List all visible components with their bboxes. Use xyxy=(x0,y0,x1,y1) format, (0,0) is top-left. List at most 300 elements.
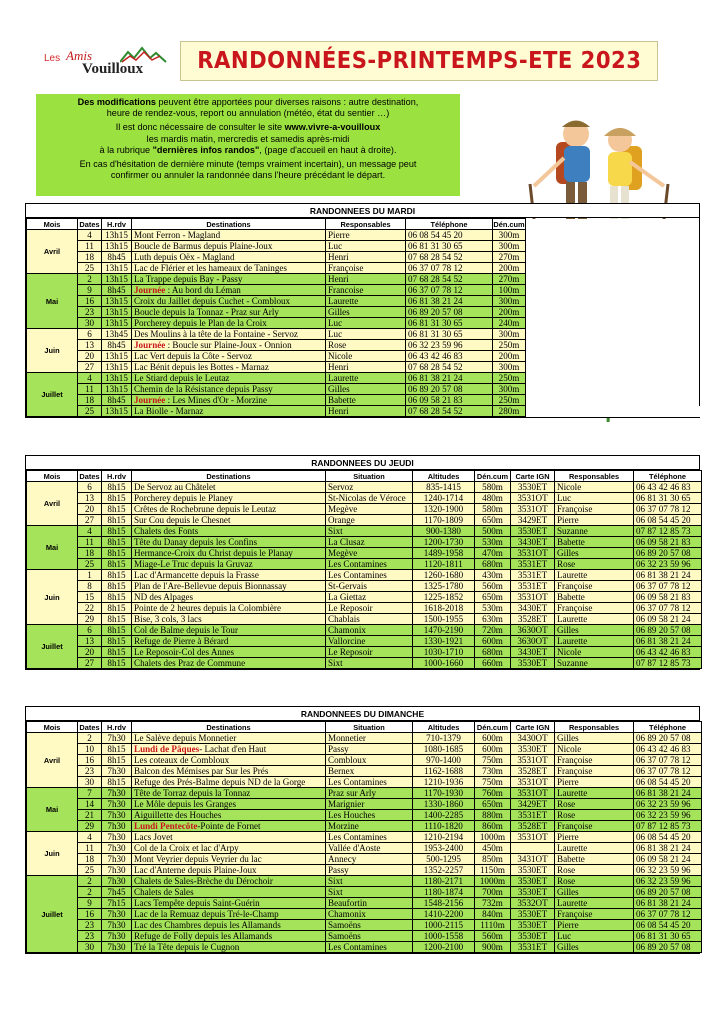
table-cell: Journée : Les Mines d'Or - Morzine xyxy=(132,395,326,406)
table-row xyxy=(27,733,702,744)
table-cell: 22 xyxy=(78,603,102,614)
table-cell: 30 xyxy=(78,777,102,788)
table-cell: La Giettaz xyxy=(326,592,413,603)
info-line1-bold: Des modifications xyxy=(77,97,156,107)
empty-cell xyxy=(526,395,700,406)
table-cell: 06 37 07 78 12 xyxy=(634,603,702,614)
table-row xyxy=(27,351,700,362)
table-cell: Françoise xyxy=(555,766,634,777)
table-cell: 1000-2115 xyxy=(413,920,475,931)
table-cell: 06 43 42 46 83 xyxy=(634,482,702,493)
table-cell: 8h15 xyxy=(102,777,132,788)
jeudi-header: Destinations xyxy=(132,471,326,482)
table-cell: 580m xyxy=(475,482,511,493)
table-cell: 06 08 54 45 20 xyxy=(406,230,493,241)
table-cell: 07 87 12 85 73 xyxy=(634,526,702,537)
table-cell: Les Contamines xyxy=(326,832,413,843)
table-cell: 660m xyxy=(475,658,511,669)
table-cell: Le Salève depuis Monnetier xyxy=(132,733,326,744)
table-cell: 06 32 23 59 96 xyxy=(634,876,702,887)
table-cell: Passy xyxy=(326,744,413,755)
month-label: Juillet xyxy=(27,373,78,417)
table-cell: 3429ET xyxy=(511,515,555,526)
table-cell: 880m xyxy=(475,810,511,821)
table-cell: Le Stiard depuis le Leutaz xyxy=(132,373,326,384)
table-cell: 250m xyxy=(493,373,526,384)
table-cell: 25 xyxy=(78,406,102,417)
table-cell: 840m xyxy=(475,909,511,920)
table-cell: 3531ET xyxy=(511,810,555,821)
table-row xyxy=(27,832,702,843)
table-row xyxy=(27,570,702,581)
table-cell: 8h45 xyxy=(102,285,132,296)
highlight-text: Lundi Pentecôte xyxy=(134,821,198,831)
table-cell: 250m xyxy=(493,395,526,406)
empty-cell xyxy=(526,307,700,318)
empty-cell xyxy=(526,241,700,252)
table-cell: 06 09 58 21 83 xyxy=(634,592,702,603)
table-cell: 1000-1660 xyxy=(413,658,475,669)
table-cell: 8h15 xyxy=(102,504,132,515)
table-cell: 560m xyxy=(475,581,511,592)
table-cell: Laurette xyxy=(555,843,634,854)
table-cell: Chalets de Sales xyxy=(132,887,326,898)
table-cell: 8h15 xyxy=(102,592,132,603)
table-cell: 7h30 xyxy=(102,821,132,832)
table-cell: 3531OT xyxy=(511,504,555,515)
table-cell: 8h15 xyxy=(102,603,132,614)
table-cell: 1000m xyxy=(475,832,511,843)
table-cell: Lac Vert depuis la Côte - Servoz xyxy=(132,351,326,362)
table-cell: Plan de l'Are-Bellevue depuis Bionnassay xyxy=(132,581,326,592)
table-row xyxy=(27,406,700,417)
table-cell: Lac d'Armancette depuis la Frasse xyxy=(132,570,326,581)
table-cell: Tré la Tête depuis le Cugnon xyxy=(132,942,326,953)
table-cell: 06 81 38 21 24 xyxy=(634,636,702,647)
table-cell: Henri xyxy=(326,252,406,263)
table-cell: 18 xyxy=(78,548,102,559)
empty-cell xyxy=(526,351,700,362)
table-cell: 8h45 xyxy=(102,395,132,406)
table-cell: Françoise xyxy=(555,581,634,592)
table-cell: Refuge des Prés-Balme depuis ND de la Gorge xyxy=(132,777,326,788)
table-cell: 06 32 23 59 96 xyxy=(634,559,702,570)
month-label: Juin xyxy=(27,570,78,625)
table-cell: 18 xyxy=(78,395,102,406)
title-banner xyxy=(180,41,658,81)
table-cell: Aiguillette des Houches xyxy=(132,810,326,821)
jeudi-header: H.rdv xyxy=(102,471,132,482)
table-row xyxy=(27,647,702,658)
info-line6: En cas d'hésitation de dernière minute (temps vraiment incertain), un message peut xyxy=(79,159,417,170)
jeudi-header: Carte IGN xyxy=(511,471,555,482)
table-cell: 06 32 23 59 96 xyxy=(634,810,702,821)
table-cell: 6 xyxy=(78,625,102,636)
table-cell: 300m xyxy=(493,362,526,373)
table-cell: Tête du Danay depuis les Confins xyxy=(132,537,326,548)
table-cell: Vallée d'Aoste xyxy=(326,843,413,854)
info-line7: confirmer ou annuler la randonnée dans l'heure précédant le départ. xyxy=(110,170,386,181)
table-cell: Morzine xyxy=(326,821,413,832)
table-cell: Babette xyxy=(555,854,634,865)
month-label: Avril xyxy=(27,733,78,788)
mardi-header: H.rdv xyxy=(102,219,132,230)
table-cell: 700m xyxy=(475,887,511,898)
table-cell: Pierre xyxy=(555,777,634,788)
table-cell: Marignier xyxy=(326,799,413,810)
jeudi-header: Téléphone xyxy=(634,471,702,482)
table-row xyxy=(27,307,700,318)
table-cell: Mont Ferron - Magland xyxy=(132,230,326,241)
table-cell: 900-1380 xyxy=(413,526,475,537)
table-row xyxy=(27,876,702,887)
table-cell: 7h30 xyxy=(102,810,132,821)
table-row xyxy=(27,592,702,603)
table-cell: 23 xyxy=(78,920,102,931)
table-cell: Le Reposoir xyxy=(326,647,413,658)
table-cell: Mont Veyrier depuis Veyrier du lac xyxy=(132,854,326,865)
table-cell: Lacs Tempête depuis Saint-Guérin xyxy=(132,898,326,909)
logo-amis: Amis xyxy=(66,48,92,63)
empty-cell xyxy=(526,384,700,395)
table-cell: 200m xyxy=(493,263,526,274)
table-cell: 3430ET xyxy=(511,647,555,658)
table-cell: 06 81 38 21 24 xyxy=(406,373,493,384)
table-cell: 270m xyxy=(493,252,526,263)
table-row xyxy=(27,603,702,614)
table-cell: Croix du Jaillet depuis Cuchet - Combloux xyxy=(132,296,326,307)
table-cell: 6 xyxy=(78,329,102,340)
table-cell: 835-1415 xyxy=(413,482,475,493)
table-cell: 1410-2200 xyxy=(413,909,475,920)
table-row xyxy=(27,614,702,625)
table-cell: Praz sur Arly xyxy=(326,788,413,799)
table-cell: 06 32 23 59 96 xyxy=(634,799,702,810)
table-cell: 07 87 12 85 73 xyxy=(634,658,702,669)
table-cell: Sixt xyxy=(326,887,413,898)
table-row xyxy=(27,373,700,384)
table-cell: 06 37 07 78 12 xyxy=(634,581,702,592)
table-cell: 8h15 xyxy=(102,526,132,537)
table-cell: 7h15 xyxy=(102,898,132,909)
table-cell: 06 89 20 57 08 xyxy=(634,548,702,559)
table-cell: Passy xyxy=(326,865,413,876)
table-cell: 1400-2285 xyxy=(413,810,475,821)
table-row xyxy=(27,230,700,241)
table-cell: Samoëns xyxy=(326,920,413,931)
dimanche-header: Carte IGN xyxy=(511,722,555,733)
table-cell: 16 xyxy=(78,755,102,766)
table-cell: 8h15 xyxy=(102,625,132,636)
table-cell: 27 xyxy=(78,515,102,526)
mardi-table xyxy=(26,218,700,417)
table-cell: Rose xyxy=(555,876,634,887)
table-cell: Pierre xyxy=(326,230,406,241)
month-label: Mai xyxy=(27,526,78,570)
dimanche-header: Dén.cum xyxy=(475,722,511,733)
table-cell: Gilles xyxy=(555,548,634,559)
table-row xyxy=(27,636,702,647)
table-cell: 2 xyxy=(78,733,102,744)
table-cell: 1210-1936 xyxy=(413,777,475,788)
table-cell: 8h15 xyxy=(102,537,132,548)
table-cell: 3532OT xyxy=(511,898,555,909)
table-cell: 730m xyxy=(475,766,511,777)
mardi-header: Mois xyxy=(27,219,78,230)
table-cell: Luc xyxy=(326,329,406,340)
table-row xyxy=(27,482,702,493)
table-cell: 1030-1710 xyxy=(413,647,475,658)
table-cell: Luc xyxy=(326,318,406,329)
table-cell: 1330-1921 xyxy=(413,636,475,647)
table-cell: 13 xyxy=(78,340,102,351)
table-cell: 3531OT xyxy=(511,788,555,799)
info-line1: peuvent être apportées pour diverses raisons : autre destination, xyxy=(155,97,419,107)
table-cell: 15 xyxy=(78,592,102,603)
table-cell: 3531OT xyxy=(511,493,555,504)
table-cell: Orange xyxy=(326,515,413,526)
info-line5-end: , (page d'accueil en haut à droite). xyxy=(259,144,397,155)
table-cell: 8h15 xyxy=(102,636,132,647)
table-cell: 27 xyxy=(78,362,102,373)
table-cell: 13h15 xyxy=(102,373,132,384)
empty-cell xyxy=(526,263,700,274)
table-cell: 2 xyxy=(78,876,102,887)
table-cell: 21 xyxy=(78,810,102,821)
table-cell: 760m xyxy=(475,788,511,799)
logo xyxy=(42,44,172,80)
table-cell: 300m xyxy=(493,384,526,395)
table-cell: 8h15 xyxy=(102,482,132,493)
table-cell: 8h15 xyxy=(102,755,132,766)
table-cell: 06 81 38 21 24 xyxy=(634,843,702,854)
empty-cell xyxy=(526,230,700,241)
table-cell: Pierre xyxy=(555,920,634,931)
table-cell: 1225-1852 xyxy=(413,592,475,603)
table-cell: 7h30 xyxy=(102,766,132,777)
table-cell: Porcherey depuis le Planey xyxy=(132,493,326,504)
table-cell: St-Nicolas de Véroce xyxy=(326,493,413,504)
table-cell: La Clusaz xyxy=(326,537,413,548)
table-cell: 11 xyxy=(78,843,102,854)
table-cell: 1320-1900 xyxy=(413,504,475,515)
table-cell: 7h30 xyxy=(102,865,132,876)
table-cell: Les Contamines xyxy=(326,777,413,788)
table-cell: 3528ET xyxy=(511,821,555,832)
table-cell: 1120-1811 xyxy=(413,559,475,570)
table-cell: 7h30 xyxy=(102,942,132,953)
table-cell: 8h15 xyxy=(102,548,132,559)
table-cell: Refuge de Pierre à Bérard xyxy=(132,636,326,647)
table-cell: La Trappe depuis Bay - Passy xyxy=(132,274,326,285)
table-cell: 750m xyxy=(475,777,511,788)
table-cell: 1470-2190 xyxy=(413,625,475,636)
table-cell: Laurette xyxy=(555,788,634,799)
table-cell: 13h15 xyxy=(102,274,132,285)
table-cell: 7h30 xyxy=(102,876,132,887)
table-row xyxy=(27,548,702,559)
table-cell: Servoz xyxy=(326,482,413,493)
jeudi-table xyxy=(26,470,702,669)
table-cell: 13h15 xyxy=(102,263,132,274)
mardi-title: RANDONNEES DU MARDI xyxy=(26,204,699,218)
table-cell: 06 43 42 46 83 xyxy=(406,351,493,362)
table-row xyxy=(27,931,702,942)
jeudi-header: Situation xyxy=(326,471,413,482)
table-cell: Boucle de Barmus depuis Plaine-Joux xyxy=(132,241,326,252)
table-cell: 13h15 xyxy=(102,406,132,417)
table-cell: 06 81 38 21 24 xyxy=(634,570,702,581)
table-cell: Monnetier xyxy=(326,733,413,744)
table-row xyxy=(27,887,702,898)
table-cell: 06 37 07 78 12 xyxy=(634,909,702,920)
table-cell: Rose xyxy=(555,810,634,821)
table-cell: 1000m xyxy=(475,876,511,887)
table-cell: Luc xyxy=(555,493,634,504)
table-cell: 18 xyxy=(78,854,102,865)
table-cell: 1489-1958 xyxy=(413,548,475,559)
table-cell: 13h45 xyxy=(102,329,132,340)
table-row xyxy=(27,537,702,548)
table-cell: 7h30 xyxy=(102,788,132,799)
table-cell: 06 08 54 45 20 xyxy=(634,515,702,526)
table-cell: 200m xyxy=(493,307,526,318)
table-cell: 300m xyxy=(493,296,526,307)
table-cell: 3531ET xyxy=(511,559,555,570)
empty-cell xyxy=(526,329,700,340)
table-row xyxy=(27,362,700,373)
table-cell: 13h15 xyxy=(102,296,132,307)
table-cell: Suzanne xyxy=(555,658,634,669)
table-cell: 7h30 xyxy=(102,733,132,744)
table-cell: 1110-1820 xyxy=(413,821,475,832)
table-cell: 750m xyxy=(475,755,511,766)
table-cell: Laurette xyxy=(555,636,634,647)
jeudi-header: Altitudes xyxy=(413,471,475,482)
table-cell: Les Houches xyxy=(326,810,413,821)
info-line2: heure de rendez-vous, report ou annulation (météo, état du sentier …) xyxy=(106,108,390,119)
table-cell: Sixt xyxy=(326,526,413,537)
table-cell: Les Contamines xyxy=(326,570,413,581)
table-cell: Babette xyxy=(326,395,406,406)
empty-cell xyxy=(526,296,700,307)
table-cell: Journée : Au bord du Léman xyxy=(132,285,326,296)
month-label: Avril xyxy=(27,482,78,526)
empty-cell xyxy=(526,362,700,373)
table-cell: 13h15 xyxy=(102,318,132,329)
table-cell: Chablais xyxy=(326,614,413,625)
table-cell: 13h15 xyxy=(102,362,132,373)
table-cell: Laurette xyxy=(326,296,406,307)
dimanche-header: Altitudes xyxy=(413,722,475,733)
table-cell: Françoise xyxy=(555,821,634,832)
table-cell: 06 37 07 78 12 xyxy=(634,504,702,515)
table-cell: 3530ET xyxy=(511,482,555,493)
table-cell: 600m xyxy=(475,636,511,647)
table-cell: Lac de la Remuaz depuis Tré-le-Champ xyxy=(132,909,326,920)
table-cell: 3531ET xyxy=(511,581,555,592)
month-label: Mai xyxy=(27,274,78,329)
table-cell: Les Contamines xyxy=(326,942,413,953)
mardi-header: Destinations xyxy=(132,219,326,230)
site-link[interactable]: www.vivre-a-vouilloux xyxy=(284,122,381,133)
table-cell: 8 xyxy=(78,581,102,592)
table-cell: 3630OT xyxy=(511,625,555,636)
table-cell: 1500-1955 xyxy=(413,614,475,625)
table-cell: Beaufortin xyxy=(326,898,413,909)
table-cell: 1352-2257 xyxy=(413,865,475,876)
table-cell: Nicole xyxy=(555,482,634,493)
table-cell: 430m xyxy=(475,570,511,581)
table-cell: 06 89 20 57 08 xyxy=(406,384,493,395)
table-cell: 3530ET xyxy=(511,876,555,887)
table-cell: 30 xyxy=(78,318,102,329)
table-cell: 11 xyxy=(78,241,102,252)
table-cell: 450m xyxy=(475,843,511,854)
table-cell: 3531OT xyxy=(511,832,555,843)
table-cell: 13h15 xyxy=(102,307,132,318)
month-label: Juillet xyxy=(27,625,78,669)
table-cell: Laurette xyxy=(555,614,634,625)
table-cell: 1618-2018 xyxy=(413,603,475,614)
table-row xyxy=(27,504,702,515)
table-cell: Lundi de Pâques- Lachat d'en Haut xyxy=(132,744,326,755)
table-row xyxy=(27,744,702,755)
table-cell: 2 xyxy=(78,274,102,285)
table-cell: 06 09 58 21 83 xyxy=(406,395,493,406)
table-cell: Henri xyxy=(326,362,406,373)
info-line5: à la rubrique xyxy=(99,144,153,155)
table-cell: 1330-1860 xyxy=(413,799,475,810)
mardi-header-spacer xyxy=(526,219,700,230)
table-cell: Chamonix xyxy=(326,625,413,636)
table-cell: 9 xyxy=(78,285,102,296)
table-cell: Rose xyxy=(555,799,634,810)
table-cell: 100m xyxy=(493,285,526,296)
logo-les: Les xyxy=(44,53,61,64)
table-cell: 732m xyxy=(475,898,511,909)
empty-cell xyxy=(526,285,700,296)
table-cell: 06 89 20 57 08 xyxy=(634,625,702,636)
table-cell: 710-1379 xyxy=(413,733,475,744)
table-cell: Babette xyxy=(555,592,634,603)
table-cell: 1150m xyxy=(475,865,511,876)
table-row xyxy=(27,909,702,920)
table-row xyxy=(27,766,702,777)
table-row xyxy=(27,241,700,252)
table-cell: 06 89 20 57 08 xyxy=(406,307,493,318)
table-cell: 3531ET xyxy=(511,942,555,953)
table-cell: 680m xyxy=(475,647,511,658)
table-cell: 480m xyxy=(475,493,511,504)
info-notice xyxy=(36,94,460,196)
table-cell: Luth depuis Oëx - Magland xyxy=(132,252,326,263)
table-cell: 8h45 xyxy=(102,340,132,351)
table-cell: 3530ET xyxy=(511,887,555,898)
table-cell: 8h15 xyxy=(102,658,132,669)
table-cell: Françoise xyxy=(555,755,634,766)
table-cell: Sixt xyxy=(326,658,413,669)
table-cell: Pointe de 2 heures depuis la Colombière xyxy=(132,603,326,614)
table-cell: 16 xyxy=(78,909,102,920)
table-cell: Nicole xyxy=(555,647,634,658)
table-cell: 27 xyxy=(78,658,102,669)
table-cell: 14 xyxy=(78,799,102,810)
table-cell: 8h15 xyxy=(102,647,132,658)
table-row xyxy=(27,515,702,526)
table-cell: Gilles xyxy=(555,887,634,898)
table-cell: 7h30 xyxy=(102,854,132,865)
